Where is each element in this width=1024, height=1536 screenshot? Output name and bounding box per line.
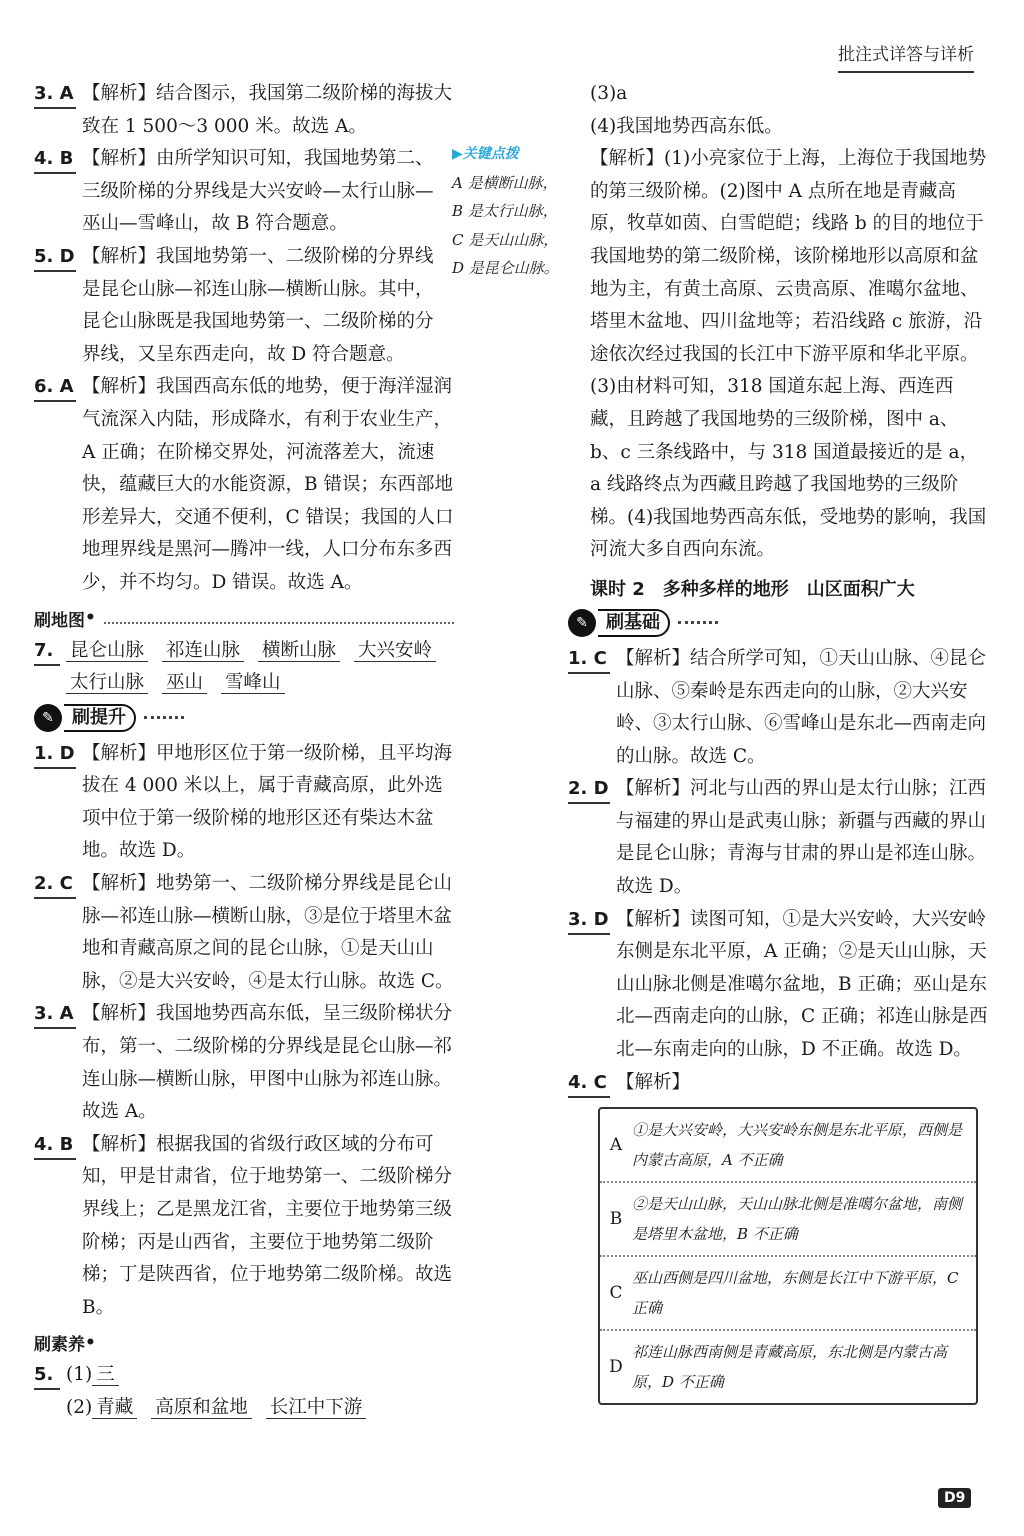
page-header-title: 批注式详答与详析 (838, 40, 974, 73)
question-number: 6. A (34, 374, 76, 402)
question-number: 3. A (34, 1001, 76, 1029)
table-row (600, 1109, 976, 1183)
basic-answer-3 (568, 904, 988, 1067)
page-number: D9 (938, 1488, 971, 1508)
analysis-label: 【解析】 (616, 647, 691, 669)
improve-answer-3 (34, 998, 454, 1128)
improve-answer-1 (34, 738, 454, 868)
table-row (600, 1331, 976, 1403)
question-number: 7. (34, 638, 60, 666)
analysis-label: 【解析】 (82, 1133, 157, 1155)
sub-question-label: (1) (66, 1364, 93, 1386)
lesson-number: 课时 2 (590, 578, 645, 600)
option-label: B (609, 1209, 623, 1230)
note-text: A 是横断山脉，B 是太行山脉，C 是天山山脉，D 是昆仑山脉。 (452, 173, 559, 277)
analysis-label: 【解析】 (82, 376, 157, 398)
analysis-label: 【解析】 (616, 908, 691, 930)
fill-answer: 青藏 (92, 1397, 137, 1419)
basic-answer-4 (568, 1067, 988, 1100)
section-map: 刷地图 • (34, 606, 454, 631)
question-number: 2. D (568, 776, 610, 804)
table-row (600, 1183, 976, 1257)
divider (678, 621, 718, 624)
answer-text: 甲地形区位于第一级阶梯，且平均海拔在 4 000 米以上，属于青藏高原，此外选项中位于第一级阶梯的地形区还有柴达木盆地。故选 D。 (82, 742, 453, 862)
analysis-label: 【解析】 (616, 1071, 691, 1093)
question-number: 4. B (34, 146, 76, 174)
pen-icon: ✎ (34, 704, 62, 732)
option-label: D (609, 1357, 623, 1378)
fill-answer: 巫山 (162, 672, 207, 694)
answer-text: 我国地势西高东低，呈三级阶梯状分布，第一、二级阶梯的分界线是昆仑山脉—祁连山脉—横断山脉，甲图中山脉为祁连山脉。故选 A。 (82, 1003, 453, 1123)
lesson-heading: 多种多样的地形 (662, 578, 789, 600)
answer-text: 读图可知，①是大兴安岭，大兴安岭东侧是东北平原，A 正确；②是天山山脉，天山山脉北侧是准噶尔盆地，B 正确；巫山是东北—西南走向的山脉，C 正确；祁连山脉是西北—东南走向的山脉，D 不正确。故选 D。 (616, 908, 988, 1061)
table-row (600, 1257, 976, 1331)
question-number: 1. C (568, 646, 610, 674)
option-label: A (609, 1135, 623, 1156)
section-basic (568, 609, 718, 637)
lesson-heading: 山区面积广大 (806, 578, 915, 600)
improve-answer-4 (34, 1129, 454, 1325)
section-title: 刷提升 (64, 704, 136, 732)
question-number: 3. D (568, 907, 610, 935)
fill-answer: 横断山脉 (258, 640, 340, 662)
option-label: C (609, 1283, 623, 1304)
fill-answer: 三 (92, 1364, 119, 1386)
analysis-label: 【解析】 (82, 1003, 157, 1025)
answer-text: 地势第一、二级阶梯分界线是昆仑山脉—祁连山脉—横断山脉，③是位于塔里木盆地和青藏高原之间的昆仑山脉，①是天山山脉，②是大兴安岭，④是太行山脉。故选 C。 (82, 873, 454, 992)
answer-text: 河北与山西的界山是太行山脉；江西与福建的界山是武夷山脉；新疆与西藏的界山是昆仑山脉；青海与甘肃的界山是祁连山脉。故选 D。 (616, 778, 987, 898)
literacy-answer-5 (34, 1359, 454, 1424)
fill-answer: 雪峰山 (221, 672, 285, 694)
answer-text: 结合所学可知，①天山山脉、④昆仑山脉、⑤秦岭是东西走向的山脉，②大兴安岭、③太行山脉、⑥雪峰山是东北—西南走向的山脉。故选 C。 (616, 647, 987, 767)
answer-text: 结合图示，我国第二级阶梯的海拔大致在 1 500～3 000 米。故选 A。 (82, 83, 453, 137)
answer-text: 我国西高东低的地势，便于海洋湿润气流深入内陆，形成降水，有利于农业生产，A 正确；在阶梯交界处，河流落差大，流速快，蕴藏巨大的水能资源，B 错误；东西部地形差异大，交通不便利，C 错误；我国的人口地理界线是黑河—腾冲一线，人口分布东多西少，并不均匀。D 错误。故选 A。 (82, 376, 454, 593)
pen-icon: ✎ (568, 609, 596, 637)
question-number: 3. A (34, 81, 76, 109)
option-analysis: 巫山西侧是四川盆地，东侧是长江中下游平原，C 正确 (632, 1269, 959, 1318)
right-column (568, 78, 988, 1405)
sub-question-label: (2) (66, 1396, 93, 1418)
answer-4-sub: (4)我国地势西高东低。 (590, 115, 783, 137)
question-number: 2. C (34, 871, 76, 899)
question-number: 4. C (568, 1070, 610, 1098)
section-title: 刷地图 (34, 610, 85, 631)
section-literacy: 刷素养 • (34, 1330, 154, 1355)
analysis-label: 【解析】 (616, 778, 691, 800)
fill-answer: 长江中下游 (266, 1397, 367, 1419)
section-title: 刷基础 (598, 609, 670, 637)
answer-5 (34, 241, 444, 371)
option-analysis: ①是大兴安岭，大兴安岭东侧是东北平原，西侧是内蒙古高原，A 不正确 (632, 1121, 963, 1170)
fill-answer: 昆仑山脉 (66, 640, 148, 662)
analysis-label: 【解析】 (82, 742, 157, 764)
answer-text: 我国地势第一、二级阶梯的分界线是昆仑山脉—祁连山脉—横断山脉。其中，昆仑山脉既是我国地势第一、二级阶梯的分界线，又呈东西走向，故 D 符合题意。 (82, 245, 434, 365)
fill-answer: 大兴安岭 (354, 640, 436, 662)
answer-text: 由所学知识可知，我国地势第二、三级阶梯的分界线是大兴安岭—太行山脉—巫山—雪峰山，故 B 符合题意。 (82, 148, 434, 235)
margin-note (452, 140, 562, 283)
analysis-text: 【解析】(1)小亮家位于上海，上海位于我国地势的第三级阶梯。(2)图中 A 点所在地是青藏高原，牧草如茵、白雪皑皑；线路 b 的目的地位于我国地势的第二级阶梯，该阶梯地形以高原和盆地为主，有黄土高原、云贵高原、准噶尔盆地、塔里木盆地、四川盆地等；若沿线路 c 旅游，沿途依次经过我国的长江中下游平原和华北平原。(3)由材料可知，318 国道东起上海、西连西藏，且跨越了我国地势的三级阶梯，图中 a、b、c 三条线路中，与 318 国道最接近的是 a，a 线路终点为西藏且跨越了我国地势的三级阶梯。(4)我国地势西高东低，受地势的影响，我国河流大多自西向东流。 (590, 148, 987, 561)
section-title: 刷素养 (34, 1335, 85, 1356)
option-analysis: ②是天山山脉，天山山脉北侧是准噶尔盆地，南侧是塔里木盆地，B 不正确 (632, 1195, 963, 1244)
fill-answer: 祁连山脉 (162, 640, 244, 662)
answer-3 (34, 78, 454, 143)
lesson-title (568, 575, 988, 601)
basic-answer-2 (568, 773, 988, 903)
answer-7 (34, 635, 454, 700)
answer-text: 根据我国的省级行政区域的分布可知，甲是甘肃省，位于地势第一、二级阶梯分界线上；乙是黑龙江省，主要位于地势第三级阶梯；丙是山西省，主要位于地势第二级阶梯；丁是陕西省，位于地势第二级阶梯。故选 B。 (82, 1133, 453, 1318)
divider (144, 716, 184, 719)
question-number: 5. (34, 1362, 60, 1390)
section-improve (34, 704, 184, 732)
divider (104, 612, 454, 624)
analysis-label: 【解析】 (82, 148, 157, 170)
answer-4 (34, 143, 444, 241)
analysis-table (598, 1107, 978, 1405)
basic-answer-1 (568, 643, 988, 773)
analysis-label: 【解析】 (82, 245, 157, 267)
fill-answer: 太行山脉 (66, 672, 148, 694)
fill-answer: 高原和盆地 (151, 1397, 252, 1419)
analysis-label: 【解析】 (82, 873, 157, 895)
question-number: 5. D (34, 244, 76, 272)
improve-answer-2 (34, 868, 454, 998)
question-number: 4. B (34, 1132, 76, 1160)
analysis-label: 【解析】 (82, 83, 157, 104)
answer-3-sub: (3)a (590, 83, 628, 104)
note-heading: ▶关键点拨 (452, 146, 519, 162)
option-analysis: 祁连山脉西南侧是青藏高原，东北侧是内蒙古高原，D 不正确 (632, 1343, 948, 1392)
answer-6 (34, 371, 454, 599)
question-number: 1. D (34, 741, 76, 769)
